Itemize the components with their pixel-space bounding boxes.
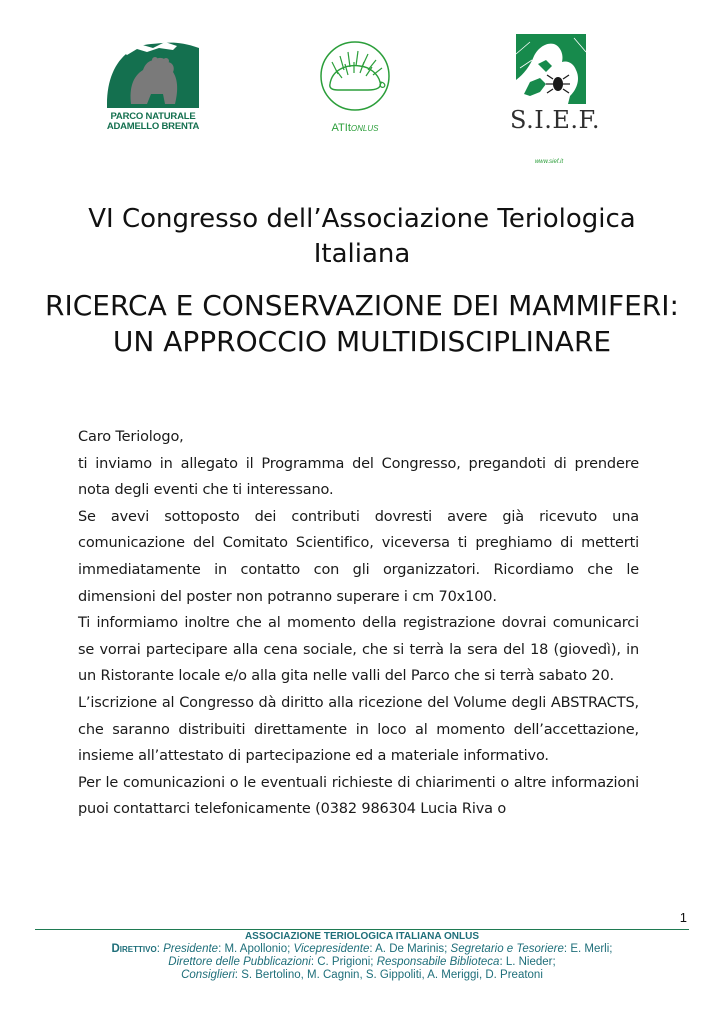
footer-association-suffix: ONLUS (441, 931, 480, 942)
footer-direttivo-label: Direttivo (111, 943, 157, 955)
footer-line-3: Consiglieri: S. Bertolino, M. Cagnin, S. Gippoliti, A. Meriggi, D. Preatoni (181, 969, 543, 981)
sief-url[interactable]: www.sief.it (534, 159, 564, 165)
letter-body (78, 424, 639, 823)
footer-direttore-label: Direttore delle Pubblicazioni (168, 956, 311, 968)
footer-vicepresidente: A. De Marinis; (372, 943, 451, 955)
sief-logo-text: S.I.E.F. (510, 106, 601, 134)
bear-mountain-icon (103, 38, 203, 110)
footer-vicepresidente-label: Vicepresidente (293, 943, 370, 955)
footer-biblioteca: L. Nieder; (502, 956, 556, 968)
page-number: 1 (679, 910, 687, 925)
footer-presidente-label: Presidente (163, 943, 219, 955)
atit-name: ATIt (331, 122, 351, 134)
parco-logo-line2: ADAMELLO BRENTA (106, 121, 200, 132)
footer-association-name: ASSOCIAZIONE TERIOLOGICA ITALIANA (244, 931, 442, 942)
atit-onlus: ONLUS (350, 124, 379, 133)
footer-association (35, 930, 689, 943)
parco-logo-line1: PARCO NATURALE (110, 111, 196, 122)
footer-line-1: Direttivo: Presidente: M. Apollonio; Vicepresidente: A. De Marinis; Segretario e Tesoriere: E. Merli; (111, 943, 613, 955)
porcupine-icon (312, 40, 398, 120)
congress-subtitle: VI Congresso dell’Associazione Teriologica Italiana (88, 204, 636, 269)
footer-biblioteca-label: Responsabile Biblioteca (376, 956, 500, 968)
sief-logo (510, 34, 601, 170)
footer-consiglieri: S. Bertolino, M. Cagnin, S. Gippoliti, A. Meriggi, D. Preatoni (238, 969, 543, 981)
footer (35, 930, 689, 982)
letter-paragraph: ti inviamo in allegato il Programma del Congresso, pregandoti di prendere nota degli eventi che ti interessano. (78, 455, 639, 499)
footer-presidente: M. Apollonio; (221, 943, 294, 955)
parco-adamello-brenta-logo (103, 38, 203, 134)
footer-direttore: C. Prigioni; (314, 956, 377, 968)
congress-title: RICERCA E CONSERVAZIONE DEI MAMMIFERI: UN APPROCCIO MULTIDISCIPLINARE (45, 289, 679, 358)
atit-logo (312, 40, 398, 136)
letter-paragraph: Ti informiamo inoltre che al momento della registrazione dovrai comunicarci se vorrai partecipare alla cena sociale, che si terrà la sera del 18 (giovedì), in un Ristorante locale e/o alla gita nelle valli del Parco che si terrà sabato 20. (78, 615, 639, 685)
footer-segretario-label: Segretario e Tesoriere (450, 943, 564, 955)
letter-greeting: Caro Teriologo, (78, 429, 184, 445)
footer-line-2: Direttore delle Pubblicazioni: C. Prigioni; Responsabile Biblioteca: L. Nieder; (168, 956, 556, 968)
letter-paragraph: Se avevi sottoposto dei contributi dovresti avere già ricevuto una comunicazione del Comitato Scientifico, viceversa ti preghiamo di metterti immediatamente in contatto con gli organizzatori. Ricordiamo che le dimensioni del poster non potranno superare i cm 70x100. (78, 508, 639, 605)
letter-paragraph: L’iscrizione al Congresso dà diritto alla ricezione del Volume degli ABSTRACTS, che saranno distribuiti direttamente in loco al momento dell’accettazione, insieme all’attestato di partecipazione ed a materiale informativo. (78, 694, 639, 765)
footer-consiglieri-label: Consiglieri (181, 969, 235, 981)
atit-logo-text (312, 122, 398, 134)
wolf-tick-icon (510, 34, 590, 104)
letter-paragraph: Per le comunicazioni o le eventuali richieste di chiarimenti o altre informazioni puoi contattarci telefonicamente (0382 986304 Lucia Riva o (78, 774, 639, 818)
footer-segretario: E. Merli; (567, 943, 613, 955)
